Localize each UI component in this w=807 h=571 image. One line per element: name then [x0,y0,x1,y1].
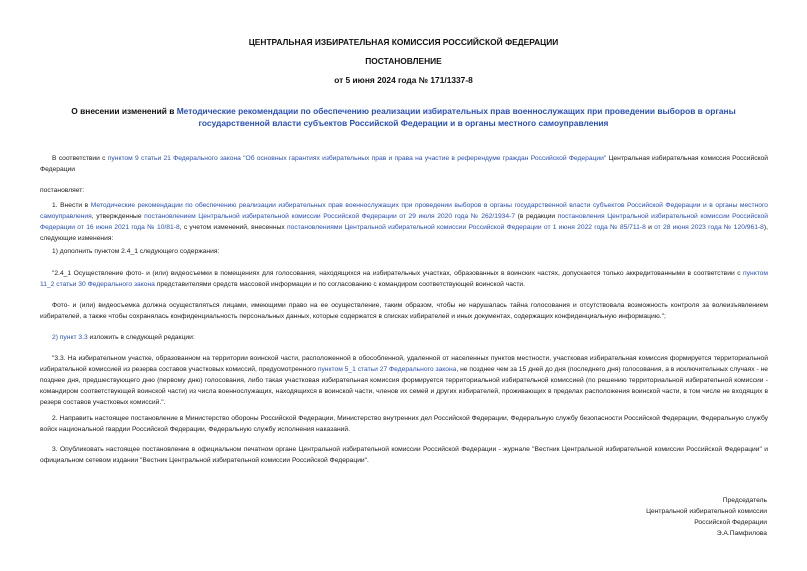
preamble-text: В соответствии с [52,155,108,162]
photo-video-paragraph: Фото- и (или) видеосъемка должна осуществляться лицами, имеющими право на ее осуществление, таким образом, чтобы не нарушалась тайна голосования и отсутствовала возможность контроля за волеизъявлением избирателей, а также чтобы сохранялась конфиденциальность персональных данных, которые содержатся в списках избирателей и иных документах, содержащих конфиденциальную информацию."; [40,302,768,320]
clause-3-3-text-end: , не позднее чем за 15 дней до дня (последнего дня) голосования, а в исключительных случаях - не позднее дня, предшествующего дню (первому дню) голосования, либо такая участковая избирательная комиссия формируется территориальной избирательной комиссией (по решению территориальной избирательной комиссии - командиром соответствующей воинской части) из числа военнослужащих, находящихся в воинской части, членов их семей и других избирателей, проживающих в пределах расположения воинской части, в том числе не входящих в резерв составов участковых комиссий.". [40,366,768,406]
law-article-27-link[interactable]: пунктом 5_1 статьи 27 Федерального закона [317,366,457,373]
new-clause-text: "2.4_1 Осуществление фото- и (или) видеосъемки в помещениях для голосования, находящихся на избирательных участках, образованных в воинских частях, допускается только аккредитованными в соответствии с [52,270,744,277]
recommendations-link[interactable]: Методические рекомендации по обеспечению реализации избирательных прав военнослужащих при проведении выборов в органы государственной власти субъектов Российской Федерации и в органы местного самоуправления [40,202,768,220]
preamble-text-end: Центральная избирательная комиссия Российской Федерации [40,155,768,173]
clause-1-text-2: , утвержденные [91,213,145,220]
signature-country: Российской Федерации [694,519,767,526]
clause-1-text-3: (в редакции [515,213,558,220]
clause-1-paragraph [40,200,768,244]
document-date-number: от 5 июня 2024 года № 171/1337-8 [334,75,473,85]
signature-commission: Центральной избирательной комиссии [646,508,767,515]
item-2-text: изложить в следующей редакции: [87,334,195,341]
resolution-2023-link[interactable]: от 28 июня 2023 года № 120/961-8 [654,224,764,231]
subject-recommendations-link[interactable]: Методические рекомендации по обеспечению реализации избирательных прав военнослужащих при проведении выборов в органы государственной власти субъектов Российской Федерации и в органы местного самоуправления [176,106,736,128]
clause-2-paragraph: 2. Направить настоящее постановление в Министерство обороны Российской Федерации, Министерство внутренних дел Российской Федерации, Федеральную службу безопасности Российской Федерации, Федеральную службу войск национальной гвардии Российской Федерации, Федеральную службу исполнения наказаний. [40,415,768,433]
document-type: ПОСТАНОВЛЕНИЕ [365,56,442,66]
preamble-paragraph [40,153,768,175]
resolution-2021-link[interactable]: постановления Центральной избирательной комиссии Российской Федерации от 16 июня 2021 года № 10/81-8 [40,213,769,231]
document-subject [40,105,767,129]
clause-1-text-4: , с учетом изменений, внесенных [179,224,287,231]
new-clause-text-end: представителями средств массовой информации и по согласованию с командиром соответствующей воинской части. [154,281,525,288]
item-1-paragraph: 1) дополнить пунктом 2.4_1 следующего содержания: [52,248,220,255]
resolution-2022-link[interactable]: постановлениями Центральной избирательной комиссии Российской Федерации от 1 июня 2022 года № 85/711-8 [287,224,646,231]
federal-law-article-21-link[interactable]: пунктом 9 статьи 21 Федерального закона "Об основных гарантиях избирательных прав и права на участие в референдуме граждан Российской Федерации" [107,155,607,162]
resolution-2020-link[interactable]: постановлением Центральной избирательной комиссии Российской Федерации от 29 июля 2020 года № 262/1934-7 [144,213,516,220]
clause-3-3-link[interactable]: 2) пункт 3.3 [52,334,88,341]
new-clause-3-3-paragraph [40,353,768,408]
issuer-title: ЦЕНТРАЛЬНАЯ ИЗБИРАТЕЛЬНАЯ КОМИССИЯ РОССИЙСКОЙ ФЕДЕРАЦИИ [248,37,559,47]
clause-1-text-6: ), следующие изменения: [40,224,769,242]
law-article-30-link[interactable]: пунктом 11_2 статьи 30 Федерального закона [40,270,768,288]
clause-3-3-text: "3.3. На избирательном участке, образованном на территории воинской части, расположенной в обособленной, удаленной от населенных пунктов местности, участковая избирательная комиссия формируется территориальной избирательной комиссией из резерва составов участковых комиссий, предусмотренного [40,355,768,373]
resolves-paragraph: постановляет: [40,187,85,194]
clause-1-text: 1. Внести в [52,202,91,209]
clause-3-paragraph: 3. Опубликовать настоящее постановление в официальном печатном органе Центральной избирательной комиссии Российской Федерации - журнале "Вестник Центральной избирательной комиссии Российской Федерации" и официальном сетевом издании "Вестник Центральной избирательной комиссии Российской Федерации". [40,446,768,464]
signature-chair: Председатель [722,497,767,504]
item-2-paragraph [40,332,768,343]
subject-text: О внесении изменений в [71,106,177,116]
clause-1-text-5: и [645,224,655,231]
new-clause-2-4-1-paragraph [40,268,768,290]
signature-name: Э.А.Памфилова [716,530,767,537]
